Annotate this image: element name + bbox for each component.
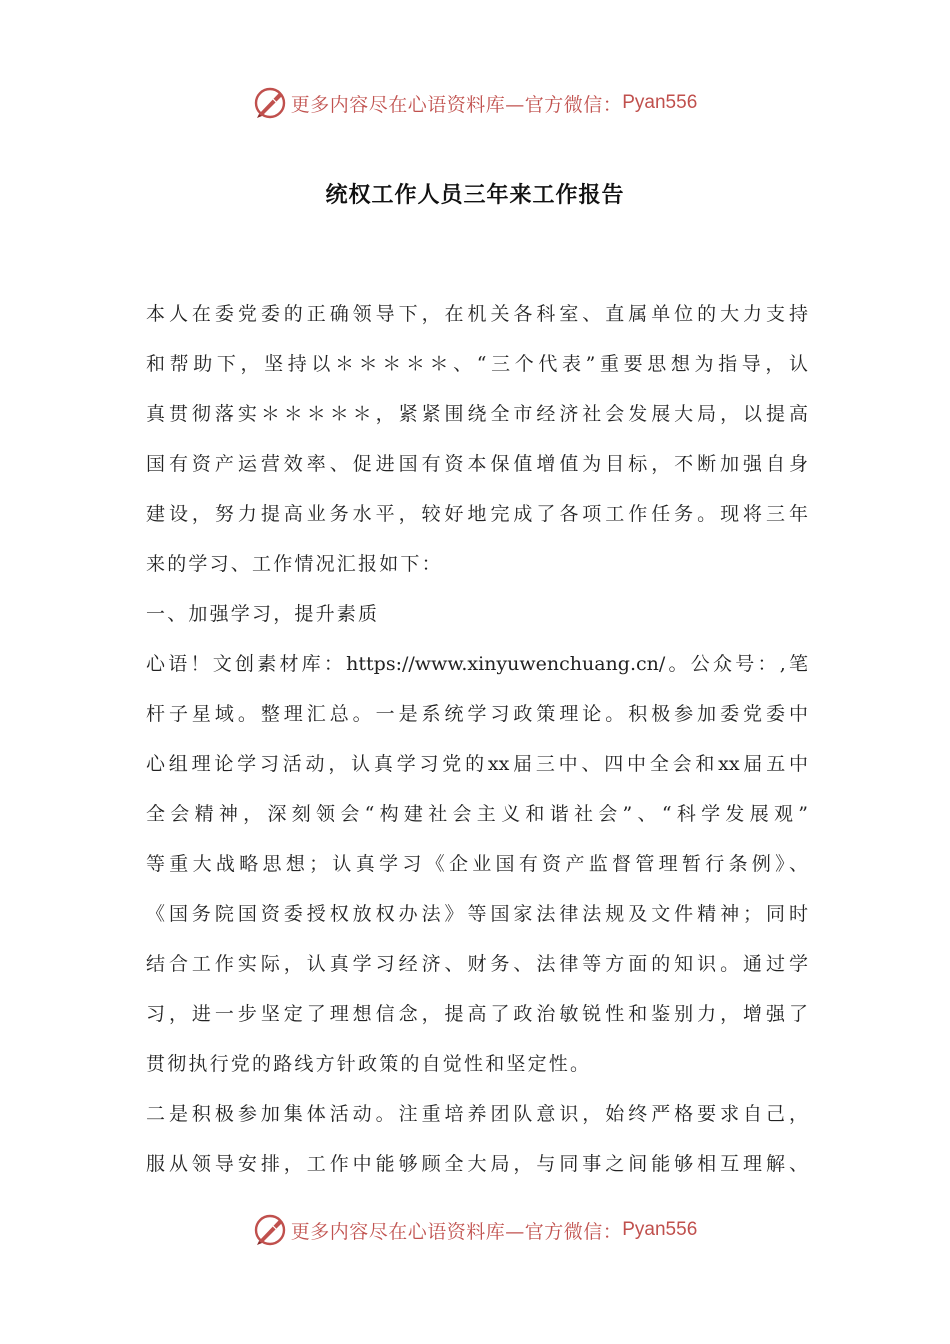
text-line: 等重大战略思想；认真学习《企业国有资产监督管理暂行条例》、 (146, 853, 808, 875)
header-banner-text: 更多内容尽在心语资料库—官方微信： (290, 93, 623, 116)
quill-logo-icon (253, 1213, 287, 1247)
text-line: 贯彻执行党的路线方针政策的自觉性和坚定性。 (146, 1053, 592, 1075)
text-line: 心组理论学习活动，认真学习党的xx届三中、四中全会和xx届五中 (146, 753, 808, 775)
footer-banner-handle: Pyan556 (622, 1219, 698, 1240)
text-line: 国有资产运营效率、促进国有资本保值增值为目标，不断加强自身 (146, 453, 808, 475)
header-banner-handle: Pyan556 (622, 92, 698, 113)
text-line: 来的学习、工作情况汇报如下： (146, 553, 443, 575)
document-body (146, 294, 808, 1194)
text-line: 本人在委党委的正确领导下，在机关各科室、直属单位的大力支持 (146, 303, 808, 325)
quill-logo-icon (253, 86, 287, 120)
text-line: 心语！文创素材库：https://www.xinyuwenchuang.cn/。公众号：,笔 (146, 653, 808, 675)
text-line: 和帮助下，坚持以＊＊＊＊＊、“三个代表”重要思想为指导，认 (146, 353, 808, 375)
text-line: 《国务院国资委授权放权办法》等国家法律法规及文件精神；同时 (146, 903, 808, 925)
text-line: 建设，努力提高业务水平，较好地完成了各项工作任务。现将三年 (146, 503, 808, 525)
text-line: 习，进一步坚定了理想信念，提高了政治敏锐性和鉴别力，增强了 (146, 1003, 808, 1025)
text-line: 服从领导安排，工作中能够顾全大局，与同事之间能够相互理解、 (146, 1153, 808, 1175)
text-line: 二是积极参加集体活动。注重培养团队意识，始终严格要求自己， (146, 1103, 808, 1125)
footer-banner-text: 更多内容尽在心语资料库—官方微信： (290, 1220, 623, 1243)
text-line: 杆子星域。整理汇总。一是系统学习政策理论。积极参加委党委中 (146, 703, 808, 725)
document-title: 统权工作人员三年来工作报告 (325, 183, 625, 208)
text-line: 真贯彻落实＊＊＊＊＊，紧紧围绕全市经济社会发展大局，以提高 (146, 403, 808, 425)
text-line: 结合工作实际，认真学习经济、财务、法律等方面的知识。通过学 (146, 953, 808, 975)
footer-banner (0, 1210, 950, 1250)
section-heading: 一、加强学习，提升素质 (146, 603, 380, 625)
header-banner (0, 83, 950, 123)
text-line: 全会精神，深刻领会“构建社会主义和谐社会”、“科学发展观” (146, 803, 808, 825)
